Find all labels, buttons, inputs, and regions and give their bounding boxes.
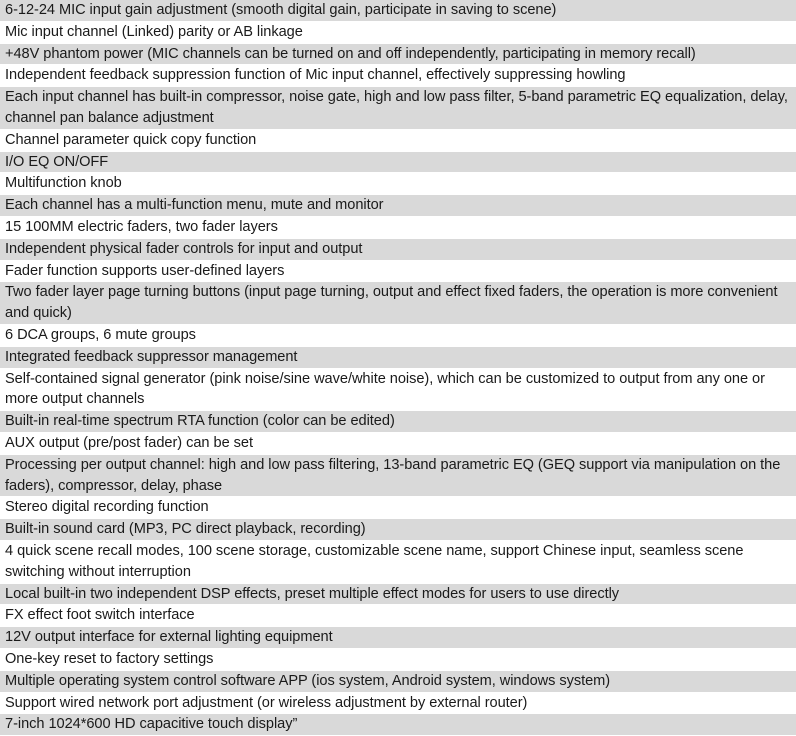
table-row: [0, 324, 796, 346]
feature-text: Processing per output channel: high and low pass filtering, 13-band parametric EQ (GEQ support via manipulation on the faders), compressor, delay, phase: [0, 454, 796, 497]
feature-text: Built-in real-time spectrum RTA function (color can be edited): [0, 411, 796, 433]
table-row: [0, 260, 796, 282]
feature-text: Integrated feedback suppressor management: [0, 346, 796, 368]
feature-text: FX effect foot switch interface: [0, 605, 796, 627]
table-row: [0, 129, 796, 151]
feature-text: Each channel has a multi-function menu, mute and monitor: [0, 195, 796, 217]
table-row: [0, 368, 796, 411]
table-row: [0, 43, 796, 65]
feature-text: 6-12-24 MIC input gain adjustment (smooth digital gain, participate in saving to scene): [0, 0, 796, 21]
feature-text: Channel parameter quick copy function: [0, 129, 796, 151]
table-row: [0, 432, 796, 454]
feature-text: Two fader layer page turning buttons (input page turning, output and effect fixed faders, the operation is more convenient and quick): [0, 282, 796, 325]
feature-text: One-key reset to factory settings: [0, 648, 796, 670]
feature-text: Mic input channel (Linked) parity or AB linkage: [0, 21, 796, 43]
feature-text: Self-contained signal generator (pink noise/sine wave/white noise), which can be customized to output from any one or more output channels: [0, 368, 796, 411]
feature-text: 4 quick scene recall modes, 100 scene storage, customizable scene name, support Chinese input, seamless scene switching without interruption: [0, 540, 796, 583]
table-row: [0, 151, 796, 173]
feature-text: I/O EQ ON/OFF: [0, 151, 796, 173]
feature-text: Stereo digital recording function: [0, 497, 796, 519]
table-row: [0, 627, 796, 649]
table-row: [0, 583, 796, 605]
feature-text: Built-in sound card (MP3, PC direct playback, recording): [0, 519, 796, 541]
table-row: [0, 605, 796, 627]
table-row: [0, 282, 796, 325]
table-row: [0, 692, 796, 714]
table-row: [0, 195, 796, 217]
feature-text: +48V phantom power (MIC channels can be turned on and off independently, participating in memory recall): [0, 43, 796, 65]
table-row: [0, 65, 796, 87]
table-row: [0, 714, 796, 736]
table-row: [0, 87, 796, 130]
feature-text: Independent physical fader controls for input and output: [0, 238, 796, 260]
feature-text: Multiple operating system control software APP (ios system, Android system, windows system): [0, 670, 796, 692]
table-row: [0, 648, 796, 670]
table-row: [0, 540, 796, 583]
feature-text: Independent feedback suppression function of Mic input channel, effectively suppressing howling: [0, 65, 796, 87]
table-row: [0, 497, 796, 519]
table-row: [0, 346, 796, 368]
feature-text: 15 100MM electric faders, two fader layers: [0, 216, 796, 238]
table-row: [0, 454, 796, 497]
feature-text: 6 DCA groups, 6 mute groups: [0, 324, 796, 346]
table-row: [0, 21, 796, 43]
feature-text: 7-inch 1024*600 HD capacitive touch display”: [0, 714, 796, 736]
feature-text: Multifunction knob: [0, 173, 796, 195]
feature-text: Each input channel has built-in compressor, noise gate, high and low pass filter, 5-band parametric EQ equalization, delay, channel pan balance adjustment: [0, 87, 796, 130]
table-row: [0, 216, 796, 238]
feature-text: AUX output (pre/post fader) can be set: [0, 432, 796, 454]
feature-text: 12V output interface for external lighting equipment: [0, 627, 796, 649]
table-row: [0, 0, 796, 21]
table-row: [0, 411, 796, 433]
table-row: [0, 519, 796, 541]
table-row: [0, 670, 796, 692]
feature-text: Support wired network port adjustment (or wireless adjustment by external router): [0, 692, 796, 714]
feature-text: Fader function supports user-defined layers: [0, 260, 796, 282]
table-row: [0, 238, 796, 260]
table-row: [0, 173, 796, 195]
feature-text: Local built-in two independent DSP effects, preset multiple effect modes for users to use directly: [0, 583, 796, 605]
